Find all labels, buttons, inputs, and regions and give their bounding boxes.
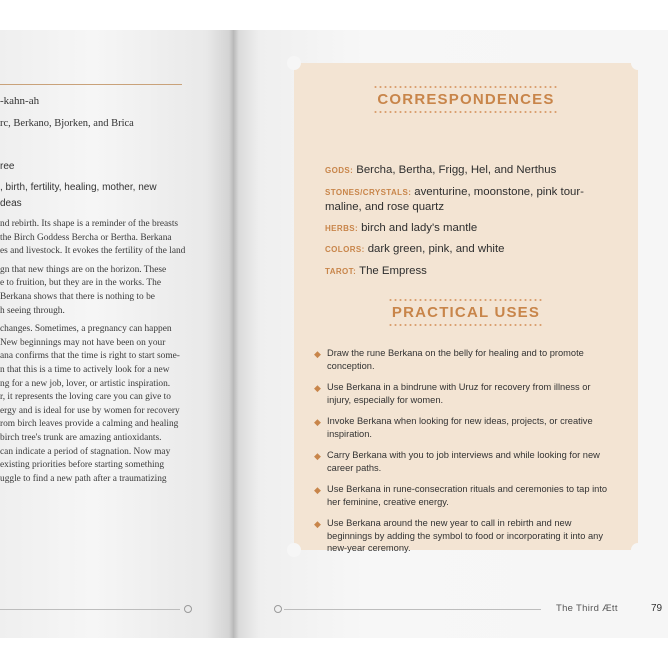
- correspondence-herbs: [325, 221, 615, 237]
- diamond-bullet-icon: ◆: [314, 383, 321, 393]
- body-line: r, it represents the loving care you can give to: [0, 392, 171, 403]
- heading-text: PRACTICAL USES: [391, 304, 541, 321]
- keywords-line: deas: [0, 198, 22, 209]
- list-item: [314, 449, 614, 474]
- body-line: n that this is a time to actively look for a new: [0, 364, 170, 375]
- body-line: e to fruition, but they are in the works. The: [0, 278, 161, 289]
- list-item-text: Carry Berkana with you to job interviews and while looking for new career paths.: [327, 450, 600, 473]
- panel-corner: [631, 543, 645, 557]
- correspondence-value: The Empress: [359, 264, 427, 277]
- correspondence-stones: [325, 185, 615, 215]
- footer-rule: [0, 609, 180, 610]
- correspondences-list: [325, 163, 615, 285]
- keywords-line: , birth, fertility, healing, mother, new: [0, 182, 157, 193]
- footer-ornament: [184, 605, 192, 613]
- page-number: 79: [651, 603, 663, 614]
- heading-text: CORRESPONDENCES: [377, 91, 555, 108]
- body-paragraph: [0, 264, 190, 318]
- body-paragraph: [0, 218, 190, 259]
- list-item: [314, 483, 614, 508]
- book-gutter: [229, 30, 239, 638]
- body-line: the Birch Goddess Bercha or Bertha. Berkana: [0, 232, 172, 243]
- right-page: [234, 30, 668, 638]
- body-line: es and livestock. It evokes the fertility of the land: [0, 246, 186, 257]
- correspondence-value: Bercha, Bertha, Frigg, Hel, and Nerthus: [356, 164, 557, 176]
- list-item: [314, 381, 614, 406]
- heading-ornament: [388, 323, 544, 327]
- heading-ornament: [388, 298, 544, 302]
- body-line: can indicate a period of stagnation. Now may: [0, 446, 171, 457]
- sidebar-panel: [294, 63, 638, 553]
- panel-corner: [287, 56, 301, 70]
- pronunciation: -kahn-ah: [0, 95, 40, 107]
- footer-rule: [284, 609, 541, 610]
- body-paragraph: [0, 323, 190, 486]
- correspondence-label: COLORS:: [325, 245, 365, 254]
- tree-entry: ree: [0, 161, 15, 172]
- correspondence-label: STONES/CRYSTALS:: [325, 187, 412, 197]
- footer-ornament: [274, 605, 282, 613]
- diamond-bullet-icon: ◆: [314, 519, 321, 529]
- correspondence-colors: [325, 242, 615, 258]
- panel-corner: [631, 56, 645, 70]
- correspondence-label: GODS:: [325, 166, 354, 175]
- body-line: ng for a new job, lover, or artistic inspiration.: [0, 378, 171, 389]
- list-item-text: Invoke Berkana when looking for new ideas, projects, or creative inspiration.: [327, 416, 593, 439]
- body-line: existing priorities before starting something: [0, 460, 165, 471]
- correspondence-label: TAROT:: [325, 266, 357, 276]
- alternate-names: rc, Berkano, Bjorken, and Brica: [0, 118, 134, 129]
- body-text: [0, 218, 190, 491]
- body-line: ana confirms that the time is right to start some-: [0, 351, 180, 362]
- correspondence-value: birch and lady's mantle: [361, 221, 478, 234]
- diamond-bullet-icon: ◆: [314, 485, 321, 495]
- practical-uses-heading: [388, 298, 544, 327]
- body-line: gn that new things are on the horizon. These: [0, 264, 167, 275]
- list-item: [314, 347, 614, 372]
- list-item: [314, 415, 614, 440]
- correspondence-label: HERBS:: [325, 223, 359, 233]
- list-item-text: Use Berkana in rune-consecration rituals and ceremonies to tap into her feminine, creative energy.: [327, 484, 608, 507]
- diamond-bullet-icon: ◆: [314, 349, 321, 359]
- body-line: ergy and is ideal for use by women for recovery: [0, 405, 180, 416]
- correspondences-heading: [373, 85, 558, 114]
- left-page: [0, 30, 234, 638]
- correspondence-gods: [325, 163, 615, 179]
- correspondence-tarot: [325, 264, 615, 280]
- practical-uses-list: [314, 347, 614, 564]
- list-item-text: Use Berkana in a bindrune with Uruz for recovery from illness or injury, especially for women.: [327, 382, 591, 405]
- list-item-text: Draw the rune Berkana on the belly for healing and to promote conception.: [327, 348, 584, 371]
- section-rule: [0, 84, 182, 85]
- practical-uses-heading-wrap: [294, 298, 638, 327]
- body-line: birch tree's trunk are amazing antioxidants.: [0, 432, 162, 443]
- body-line: h seeing through.: [0, 305, 65, 316]
- body-line: rom birch leaves provide a calming and healing: [0, 419, 179, 430]
- body-line: changes. Sometimes, a pregnancy can happen: [0, 324, 172, 335]
- list-item-text: Use Berkana around the new year to call in rebirth and new beginnings by adding the symbol to food or incorporating it into any new-year ceremony.: [327, 518, 603, 553]
- body-line: nd rebirth. Its shape is a reminder of the breasts: [0, 219, 179, 229]
- body-line: New beginnings may not have been on your: [0, 337, 166, 348]
- body-line: Berkana shows that there is nothing to be: [0, 291, 155, 302]
- diamond-bullet-icon: ◆: [314, 417, 321, 427]
- list-item: [314, 517, 614, 555]
- diamond-bullet-icon: ◆: [314, 451, 321, 461]
- correspondences-heading-wrap: [294, 85, 638, 114]
- running-head: The Third Ætt: [556, 603, 618, 614]
- body-line: uggle to find a new path after a traumatizing: [0, 473, 167, 484]
- heading-ornament: [373, 85, 558, 89]
- correspondence-value: aventurine, moonstone, pink tour-maline, and rose quartz: [325, 185, 584, 213]
- heading-ornament: [373, 110, 558, 114]
- correspondence-value: dark green, pink, and white: [367, 243, 505, 255]
- panel-corner: [287, 543, 301, 557]
